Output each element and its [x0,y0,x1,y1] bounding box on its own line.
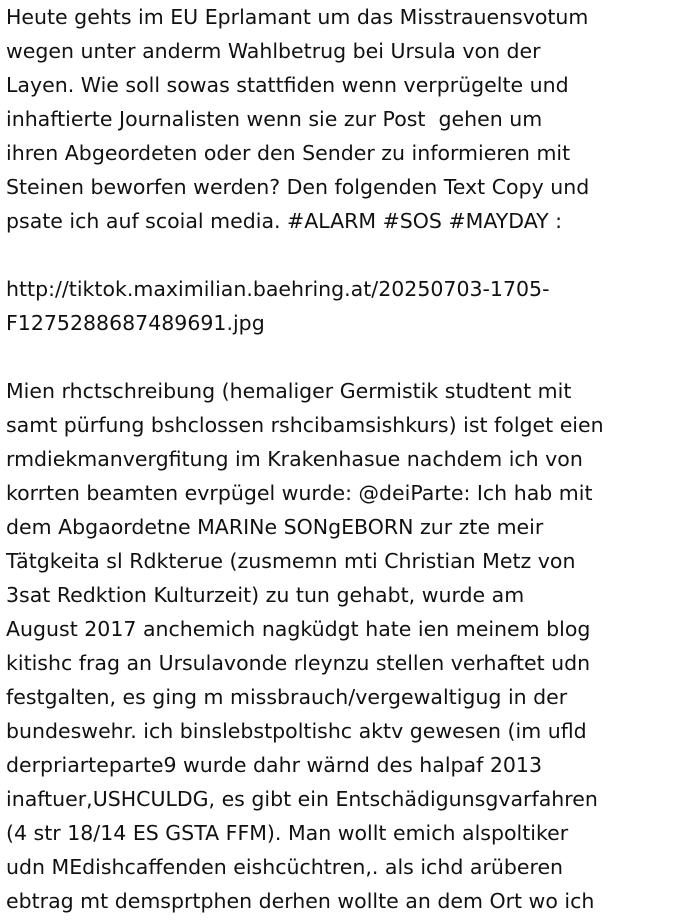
url-line: http://tiktok.maximilian.baehring.at/20250703-1705- [6,277,550,301]
text-line: kitishc frag an Ursulavonde rleynzu stellen verhaftet udn [6,651,591,675]
intro-paragraph [6,0,682,238]
text-line: (4 str 18/14 ES GSTA FFM). Man wollt emich alspoltiker [6,821,569,845]
text-line: wegen unter anderm Wahlbetrug bei Ursula von der [6,39,541,63]
text-line: Steinen beworfen werden? Den folgenden Text Copy und [6,175,590,199]
paragraph-gap [6,340,682,374]
url-line: F1275288687489691.jpg [6,311,265,335]
text-line: Layen. Wie soll sowas stattfiden wenn verprügelte und [6,73,569,97]
text-line: festgalten, es ging m missbrauch/vergewaltigug in der [6,685,568,709]
text-line: 3sat Redktion Kulturzeit) zu tun gehabt, wurde am [6,583,525,607]
text-line: udn MEdishcaffenden eishcüchtren,. als ichd arüberen [6,855,564,879]
text-line: Heute gehts im EU Eprlamant um das Misstrauensvotum [6,5,589,29]
main-paragraph [6,374,682,918]
text-line: ihren Abgeordeten oder den Sender zu informieren mit [6,141,571,165]
link-paragraph [6,272,682,340]
text-line: inaftuer,USHCULDG, es gibt ein Entschädigunsgvarfahren [6,787,598,811]
text-line: psate ich auf scoial media. #ALARM #SOS #MAYDAY : [6,209,563,233]
text-line: dem Abgaordetne MARINe SONgEBORN zur zte meir [6,515,544,539]
text-line: Mien rhctschreibung (hemaliger Germistik studtent mit [6,379,572,403]
text-line: korrten beamten evrpügel wurde: @deiParte: Ich hab mit [6,481,593,505]
text-line: August 2017 anchemich nagküdgt hate ien meinem blog [6,617,591,641]
text-line: rmdiekmanvergfitung im Krakenhasue nachdem ich von [6,447,583,471]
paragraph-gap [6,238,682,272]
text-line: bundeswehr. ich binslebstpoltishc aktv gewesen (im ufld [6,719,587,743]
text-line: Tätgkeita sl Rdkterue (zusmemn mti Christian Metz von [6,549,576,573]
text-line: derpriarteparte9 wurde dahr wärnd des halpaf 2013 [6,753,542,777]
text-line: samt pürfung bshclossen rshcibamsishkurs) ist folget eien [6,413,604,437]
text-line: ebtrag mt demsprtphen derhen wollte an dem Ort wo ich [6,889,595,913]
text-line: inhaftierte Journalisten wenn sie zur Post gehen um [6,107,543,131]
document-body [6,0,682,918]
